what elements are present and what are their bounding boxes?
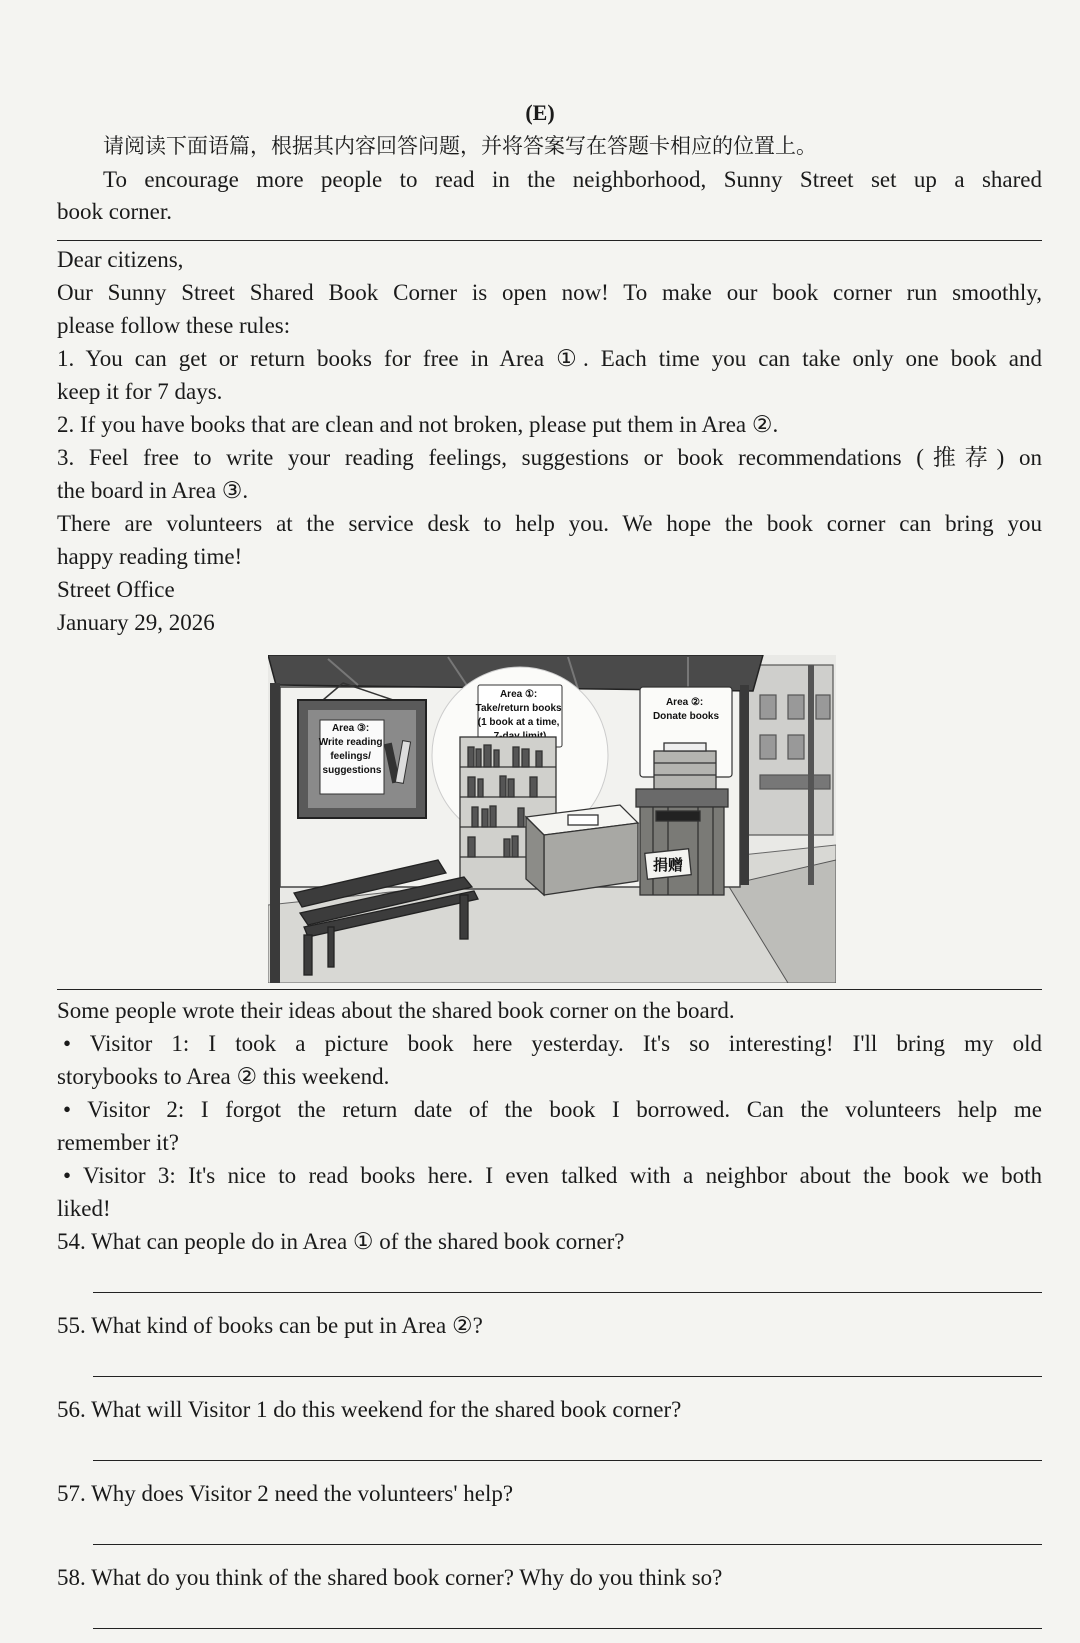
visitor-3-comment-cont: liked! [57,1196,111,1221]
area2-label: Area ②: [665,697,704,708]
service-desk [526,805,638,895]
notice-top-rule [57,240,1042,241]
area3-label: Write reading [318,737,383,748]
area1-label: Take/return books [475,703,562,714]
visitor-2-comment: • Visitor 2: I forgot the return date of the book I borrowed. Can the volunteers help me [63,1097,1042,1122]
notice-greeting: Dear citizens, [57,247,184,272]
answer-line-55[interactable] [93,1376,1042,1377]
question-54: 54. What can people do in Area ① of the shared book corner? [57,1229,625,1254]
question-58: 58. What do you think of the shared book corner? Why do you think so? [57,1565,723,1590]
notice-line: There are volunteers at the service desk to help you. We hope the book corner can bring you [57,511,1042,536]
board-top-rule [57,989,1042,990]
notice-line: Our Sunny Street Shared Book Corner is open now! To make our book corner run smoothly, [57,280,1042,305]
area1-label: (1 book at a time, [477,717,560,728]
notice-date: January 29, 2026 [57,610,215,635]
book-corner-illustration [268,655,836,983]
visitor-1-comment-cont: storybooks to Area ② this weekend. [57,1064,390,1089]
shelter-post-left [270,683,280,983]
intro-line-1: To encourage more people to read in the neighborhood, Sunny Street set up a shared [103,167,1042,192]
area3-label: feelings/ [330,751,371,762]
visitor-3-comment: • Visitor 3: It's nice to read books here. I even talked with a neighbor about the book we both [63,1163,1042,1188]
question-55: 55. What kind of books can be put in Area ②? [57,1313,483,1338]
section-label: (E) [525,100,555,125]
area1-label: Area ①: [499,689,538,700]
area3-label: Area ③: [331,723,370,734]
donation-bin [636,789,728,895]
answer-line-56[interactable] [93,1460,1042,1461]
visitor-1-comment: • Visitor 1: I took a picture book here yesterday. It's so interesting! I'll bring my old [63,1031,1042,1056]
instruction-chinese: 请阅读下面语篇，根据其内容回答问题，并将答案写在答题卡相应的位置上。 [103,134,817,158]
notice-line: keep it for 7 days. [57,379,223,404]
shelter-post-right [740,685,749,885]
donation-bin-label: 捐赠 [652,856,684,874]
notice-line: happy reading time! [57,544,243,569]
notice-rule-1: 1. You can get or return books for free in Area ①. Each time you can take only one book and [57,346,1042,371]
board-intro: Some people wrote their ideas about the shared book corner on the board. [57,998,735,1023]
visitor-2-comment-cont: remember it? [57,1130,179,1155]
notice-rule-3: 3. Feel free to write your reading feelings, suggestions or book recommendations (推荐) on [57,445,1042,470]
answer-line-58[interactable] [93,1628,1042,1629]
answer-line-54[interactable] [93,1292,1042,1293]
question-56: 56. What will Visitor 1 do this weekend for the shared book corner? [57,1397,682,1422]
lamp-pole [808,665,814,885]
notice-signature: Street Office [57,577,175,602]
notice-rule-2: 2. If you have books that are clean and not broken, please put them in Area ②. [57,412,779,437]
area2-label: Donate books [652,711,720,722]
intro-line-2: book corner. [57,199,172,224]
background-buildings [748,665,833,835]
area3-label: suggestions [322,765,382,776]
notice-line: the board in Area ③. [57,478,249,503]
notice-line: please follow these rules: [57,313,291,338]
answer-line-57[interactable] [93,1544,1042,1545]
question-57: 57. Why does Visitor 2 need the volunteers' help? [57,1481,514,1506]
